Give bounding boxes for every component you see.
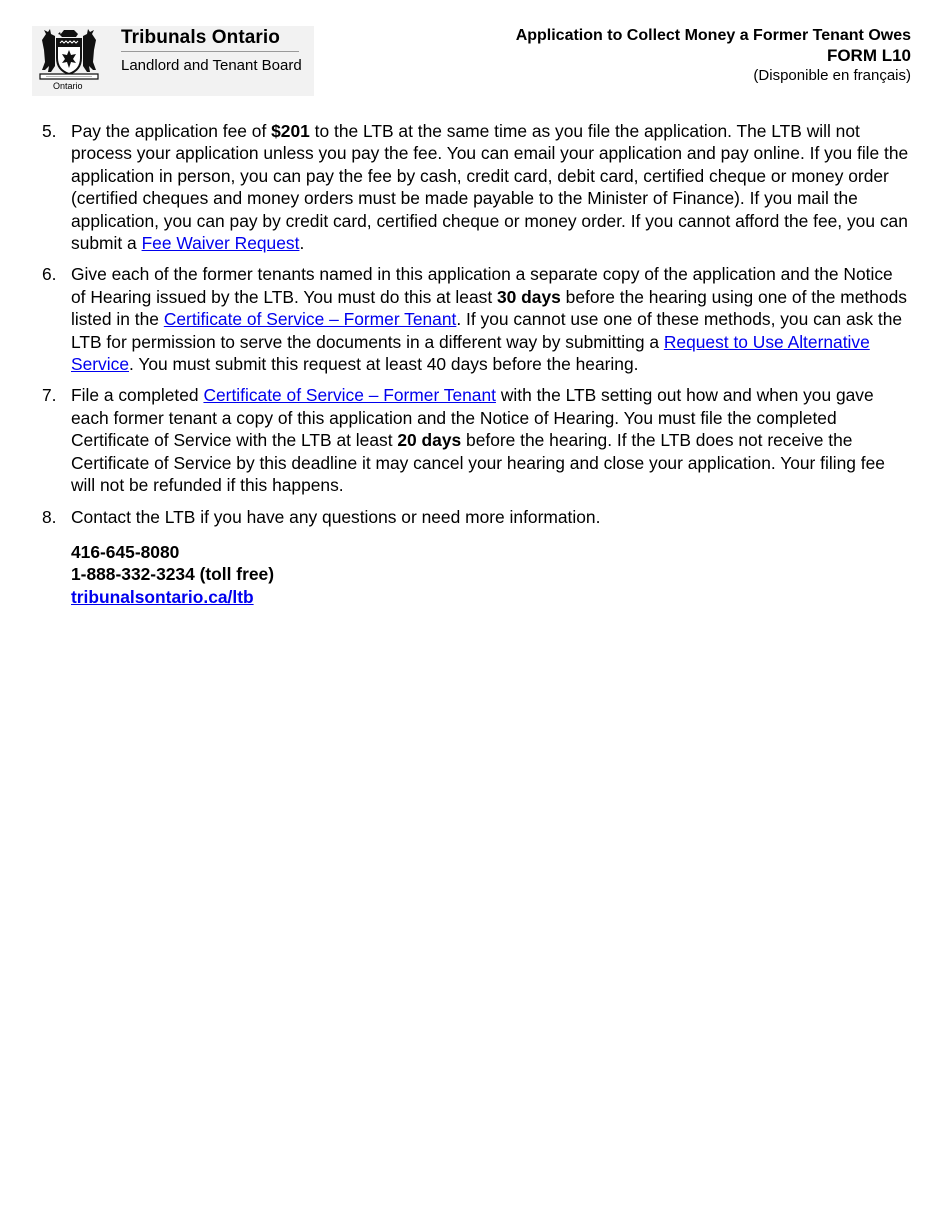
item-text: File a completed bbox=[71, 385, 204, 406]
instructions-body bbox=[42, 120, 912, 608]
website-link[interactable]: tribunalsontario.ca/ltb bbox=[71, 586, 254, 607]
item-text: Contact the LTB if you have any questions or need more information. bbox=[71, 506, 601, 527]
item-text: to the LTB at the same time as you file the application. The LTB will not process your application unless you pay the fee. You can email your application and pay online. If you file the application in person, you can pay the fee by cash, credit card, debit card, certified cheque or money order (certified cheques and money orders must be made payable to the Minister of Finance). If you mail the application, you can pay by credit card, certified cheque or money order. If you cannot afford the fee, you can submit a bbox=[71, 121, 909, 254]
item-text: with the LTB setting out how and when you gave each former tenant a copy of this application and the Notice of Hearing. You must file the completed Certificate of Service with the LTB at least bbox=[71, 385, 874, 451]
item-text: Give each of the former tenants named in this application a separate copy of the application and the Notice of Hearing issued by the LTB. You must do this at least bbox=[71, 264, 893, 307]
item-number: 8. bbox=[42, 506, 57, 527]
form-title: Application to Collect Money a Former Tenant Owes bbox=[515, 27, 911, 44]
instruction-list bbox=[42, 120, 912, 528]
fee-amount: $201 bbox=[271, 121, 310, 141]
list-item bbox=[42, 384, 912, 496]
org-divider bbox=[121, 51, 299, 52]
certificate-of-service-link[interactable]: Certificate of Service – Former Tenant bbox=[163, 309, 457, 330]
contact-info bbox=[42, 541, 912, 608]
toll-free-number: 1-888-332-3234 (toll free) bbox=[71, 564, 274, 585]
item-text: Pay the application fee of bbox=[71, 121, 272, 141]
form-number: FORM L10 bbox=[826, 46, 911, 65]
item-text: . If you cannot use one of these methods, you can ask the LTB for permission to serve the documents in a different way by submitting a bbox=[71, 309, 903, 352]
form-heading bbox=[516, 26, 911, 84]
item-number: 5. bbox=[42, 121, 57, 141]
item-text: . bbox=[299, 233, 305, 254]
phone-number: 416-645-8080 bbox=[71, 541, 180, 562]
item-text: before the hearing. If the LTB does not receive the Certificate of Service by this deadline it may cancel your hearing and close your application. Your filing fee will not be refunded if this happens. bbox=[71, 430, 885, 496]
deadline-days: 30 days bbox=[497, 286, 561, 307]
certificate-of-service-link[interactable]: Certificate of Service – Former Tenant bbox=[203, 385, 496, 406]
deadline-days: 20 days bbox=[397, 430, 462, 451]
list-item bbox=[42, 120, 912, 254]
language-note: (Disponible en français) bbox=[753, 67, 911, 84]
list-item bbox=[42, 263, 912, 375]
item-text: before the hearing using one of the methods listed in the bbox=[71, 286, 907, 330]
org-subname: Landlord and Tenant Board bbox=[121, 57, 302, 74]
fee-waiver-request-link[interactable]: Fee Waiver Request bbox=[141, 233, 300, 254]
page-header bbox=[0, 0, 950, 100]
item-number: 7. bbox=[42, 385, 57, 406]
logo-caption: Ontario bbox=[53, 81, 83, 91]
list-item bbox=[42, 506, 912, 528]
alternative-service-request-link[interactable]: Request to Use Alternative Service bbox=[71, 331, 870, 375]
item-number: 6. bbox=[42, 264, 57, 285]
org-name: Tribunals Ontario bbox=[121, 27, 280, 48]
item-text: . You must submit this request at least 40 days before the hearing. bbox=[129, 354, 639, 375]
